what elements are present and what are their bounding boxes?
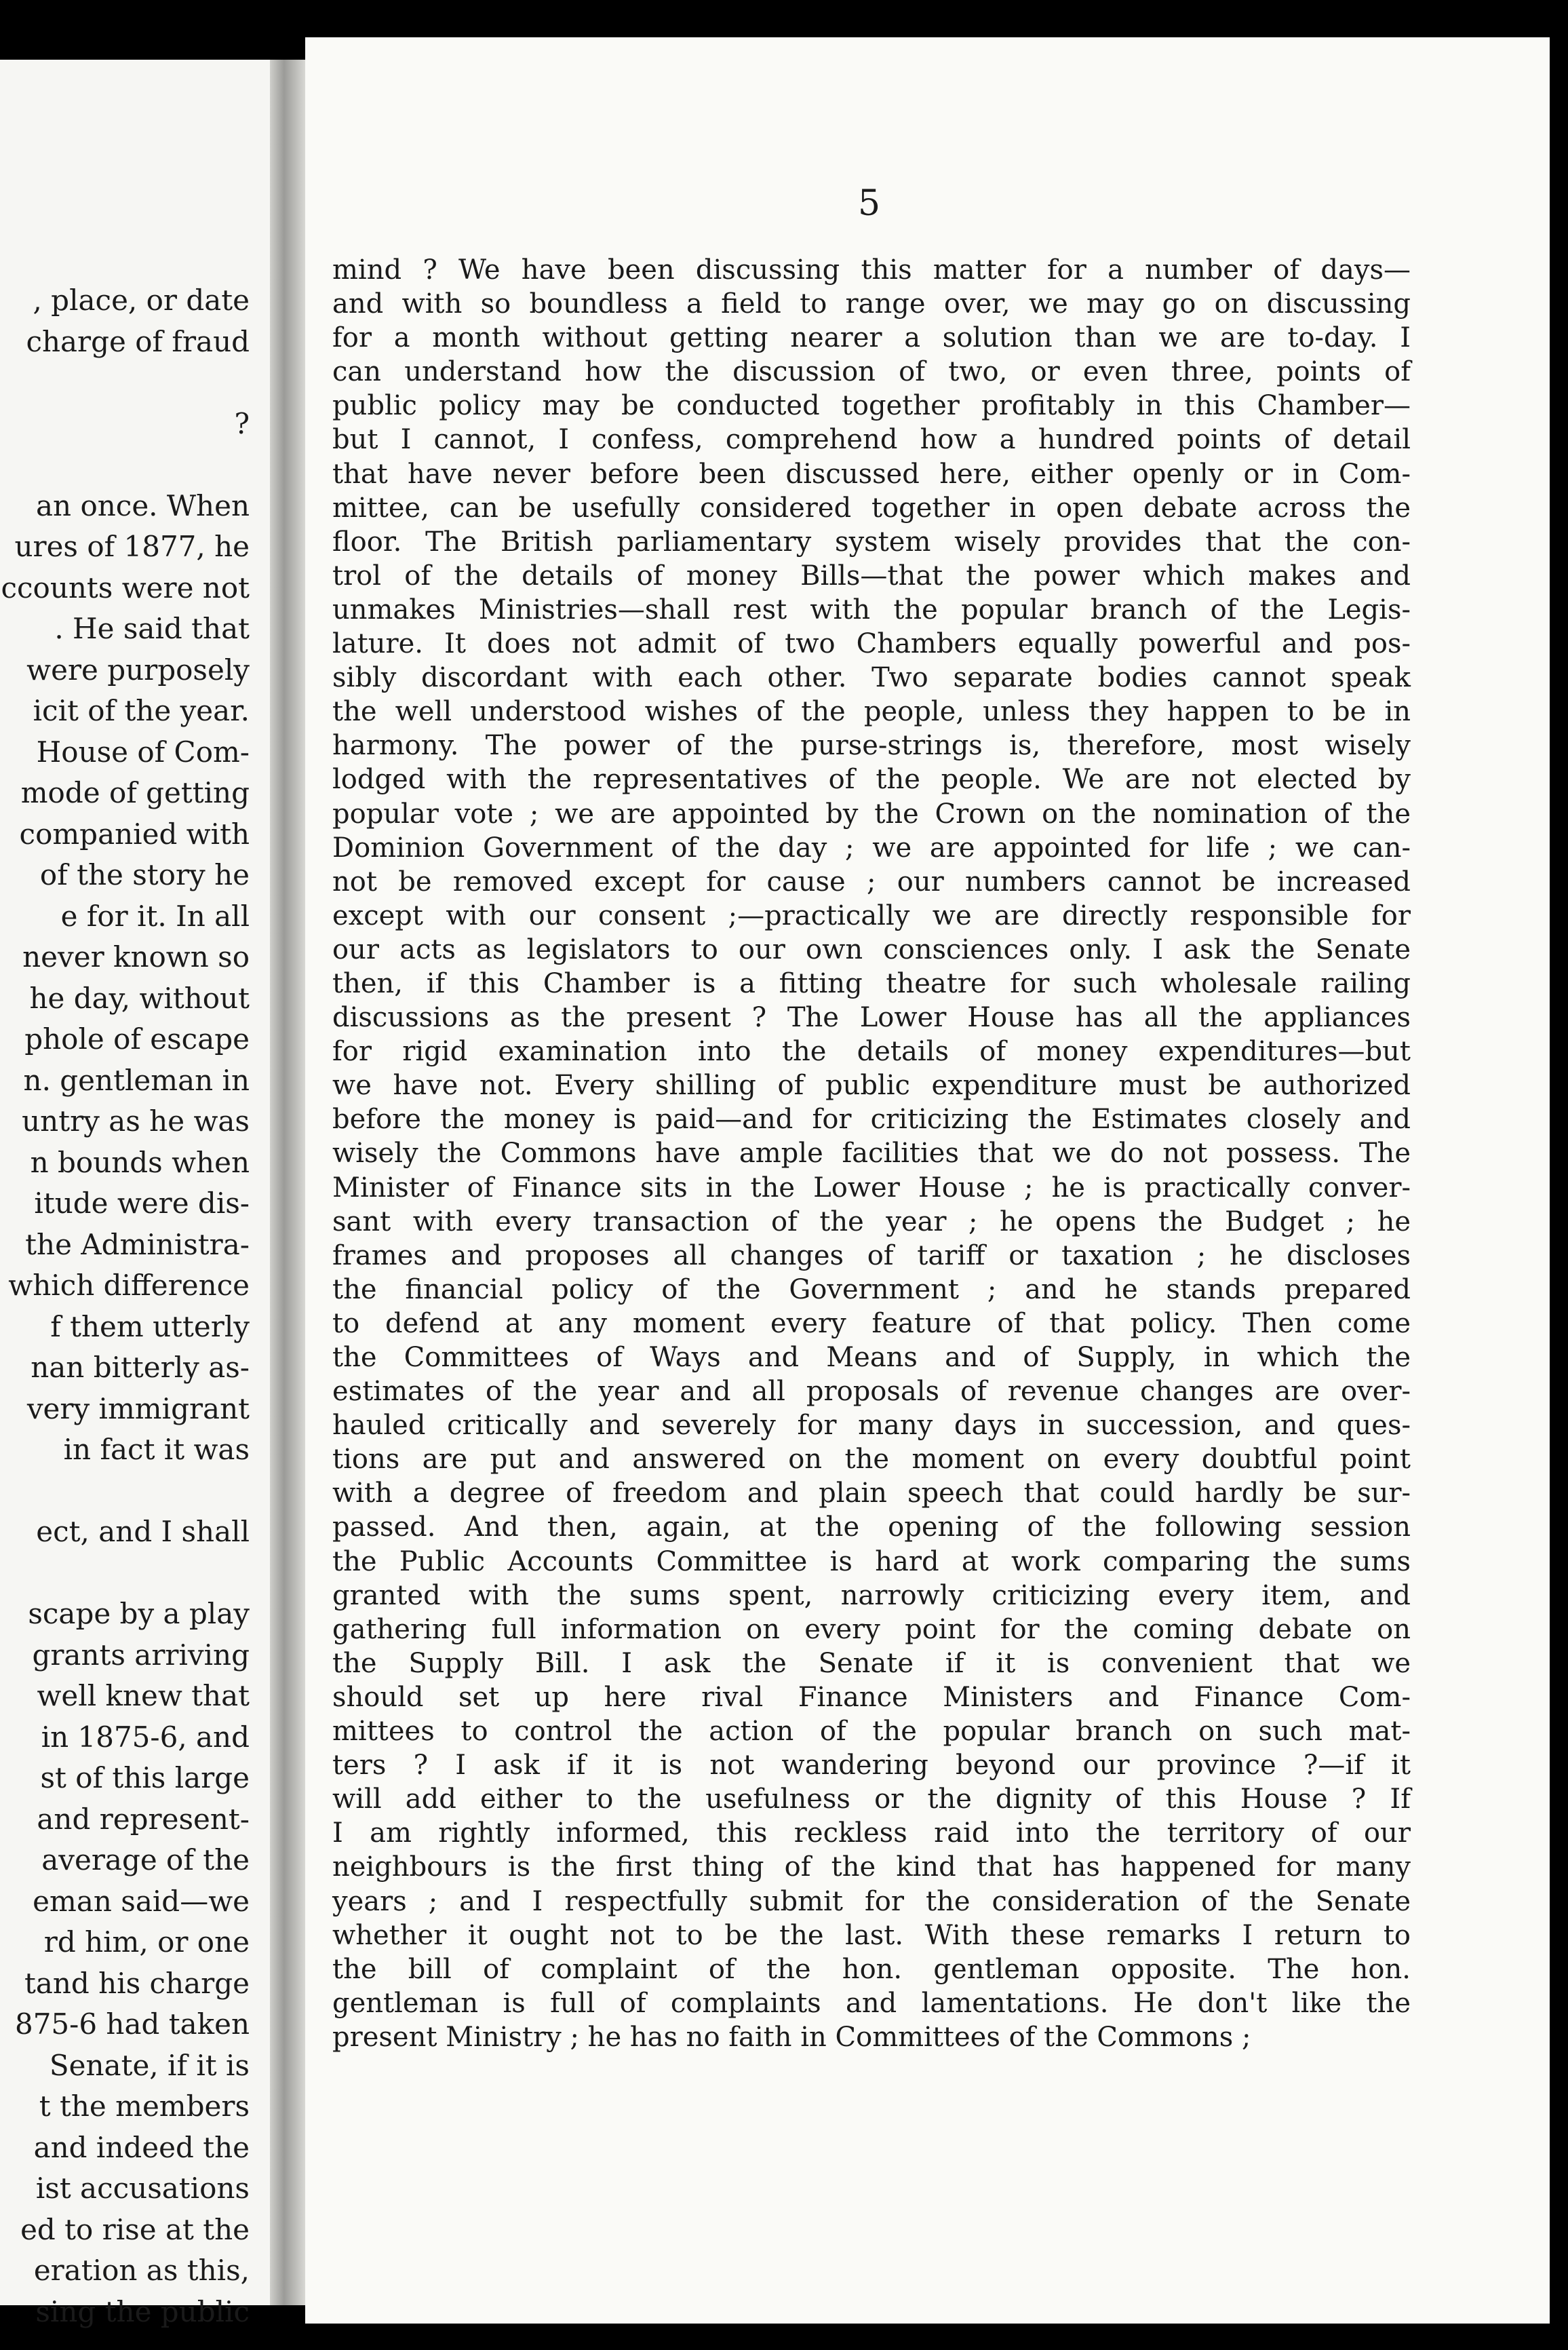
facing-page-line: grants arriving xyxy=(32,1638,250,1672)
text-line: mind ? We have been discussing this matter for a number of days— xyxy=(332,254,1411,286)
text-line: gathering full information on every point for the coming debate on xyxy=(332,1613,1411,1645)
text-line: sant with every transaction of the year ; he opens the Budget ; he xyxy=(332,1206,1411,1237)
facing-page-line: mode of getting xyxy=(20,776,250,809)
facing-page-line: Senate, if it is xyxy=(49,2048,250,2082)
facing-page-line: eration as this, xyxy=(33,2254,250,2287)
text-line: that have never before been discussed here, either openly or in Com- xyxy=(332,458,1411,490)
text-line: then, if this Chamber is a fitting theatre for such wholesale railing xyxy=(332,967,1411,999)
facing-page-line: itude were dis- xyxy=(34,1187,250,1220)
text-line: unmakes Ministries—shall rest with the popular branch of the Legis- xyxy=(332,594,1411,625)
facing-page-line: scape by a play xyxy=(28,1597,250,1630)
text-line: for rigid examination into the details of money expenditures—but xyxy=(332,1036,1411,1068)
page xyxy=(305,37,1550,2324)
text-line: mittees to control the action of the popular branch on such mat- xyxy=(332,1716,1411,1748)
text-line: the Committees of Ways and Means and of Supply, in which the xyxy=(332,1342,1411,1373)
facing-page-line: ures of 1877, he xyxy=(14,530,250,563)
facing-page-fragment xyxy=(0,60,270,2328)
text-line: but I cannot, I confess, comprehend how a hundred points of detail xyxy=(332,424,1411,456)
book-gutter xyxy=(270,60,305,2305)
facing-page-line: in fact it was xyxy=(63,1433,250,1466)
text-line: sibly discordant with each other. Two separate bodies cannot speak xyxy=(332,662,1411,694)
facing-page-line: in 1875-6, and xyxy=(41,1720,250,1754)
text-line: Minister of Finance sits in the Lower House ; he is practically conver- xyxy=(332,1172,1411,1203)
text-line: popular vote ; we are appointed by the Crown on the nomination of the xyxy=(332,798,1411,830)
facing-page-line: and represent- xyxy=(37,1802,250,1836)
text-line: to defend at any moment every feature of that policy. Then come xyxy=(332,1307,1411,1339)
text-line: I am rightly informed, this reckless raid into the territory of our xyxy=(332,1817,1411,1849)
text-line: before the money is paid—and for criticizing the Estimates closely and xyxy=(332,1104,1411,1136)
facing-page-line: phole of escape xyxy=(24,1022,250,1056)
facing-page-line: n bounds when xyxy=(30,1145,250,1179)
facing-page-line: st of this large xyxy=(40,1761,250,1794)
text-line: Dominion Government of the day ; we are appointed for life ; we can- xyxy=(332,832,1411,864)
text-line: the well understood wishes of the people, unless they happen to be in xyxy=(332,696,1411,728)
facing-page-line: which difference xyxy=(8,1269,250,1302)
text-line: will add either to the usefulness or the dignity of this House ? If xyxy=(332,1784,1411,1815)
facing-page-line: untry as he was xyxy=(22,1104,250,1138)
text-line: not be removed except for cause ; our numbers cannot be increased xyxy=(332,866,1411,898)
facing-page-line: of the story he xyxy=(39,858,250,891)
text-line: and with so boundless a field to range over, we may go on discussing xyxy=(332,288,1411,320)
facing-page-line: average of the xyxy=(41,1843,250,1876)
facing-page-line: companied with xyxy=(19,817,250,851)
text-line: should set up here rival Finance Ministers and Finance Com- xyxy=(332,1681,1411,1713)
text-line: estimates of the year and all proposals of revenue changes are over- xyxy=(332,1376,1411,1408)
text-line: hauled critically and severely for many days in succession, and ques- xyxy=(332,1410,1411,1442)
facing-page-line: e for it. In all xyxy=(60,899,250,933)
facing-page-line: . He said that xyxy=(54,612,250,645)
facing-page-line: an once. When xyxy=(36,488,250,522)
text-line: present Ministry ; he has no faith in Committees of the Commons ; xyxy=(332,2021,1251,2053)
text-line: whether it ought not to be the last. With these remarks I return to xyxy=(332,1919,1411,1951)
facing-page-line: nan bitterly as- xyxy=(31,1351,250,1384)
facing-page-line: ed to rise at the xyxy=(20,2212,250,2246)
facing-page-line: House of Com- xyxy=(36,735,250,769)
facing-page-line: ect, and I shall xyxy=(36,1515,250,1548)
text-line: lodged with the representatives of the people. We are not elected by xyxy=(332,764,1411,796)
facing-page-line: eman said—we xyxy=(33,1884,250,1918)
text-line: trol of the details of money Bills—that the power which makes and xyxy=(332,560,1411,592)
facing-page-line: he day, without xyxy=(29,981,250,1015)
text-line: can understand how the discussion of two, or even three, points of xyxy=(332,356,1411,388)
facing-page-line: 875-6 had taken xyxy=(14,2007,250,2041)
text-line: granted with the sums spent, narrowly criticizing every item, and xyxy=(332,1579,1411,1611)
text-line: floor. The British parliamentary system wisely provides that the con- xyxy=(332,526,1411,558)
facing-page-line: never known so xyxy=(22,940,250,974)
facing-page-line: , place, or date xyxy=(33,284,250,317)
facing-page-line: rd him, or one xyxy=(43,1925,250,1959)
text-line: we have not. Every shilling of public expenditure must be authorized xyxy=(332,1070,1411,1102)
text-line: passed. And then, again, at the opening of the following session xyxy=(332,1511,1411,1543)
text-line: years ; and I respectfully submit for the consideration of the Senate xyxy=(332,1885,1411,1917)
facing-page-line: the Administra- xyxy=(25,1227,250,1261)
text-line: gentleman is full of complaints and lamentations. He don't like the xyxy=(332,1987,1411,2019)
facing-page-line: n. gentleman in xyxy=(23,1063,250,1097)
body-text xyxy=(332,253,1411,2054)
facing-page-line: icit of the year. xyxy=(33,694,250,727)
text-line: harmony. The power of the purse-strings is, therefore, most wisely xyxy=(332,730,1411,762)
text-line: our acts as legislators to our own consciences only. I ask the Senate xyxy=(332,933,1411,965)
text-line: neighbours is the first thing of the kind that has happened for many xyxy=(332,1851,1411,1883)
text-line: lature. It does not admit of two Chambers equally powerful and pos- xyxy=(332,628,1411,660)
text-line: the Supply Bill. I ask the Senate if it is convenient that we xyxy=(332,1647,1411,1679)
facing-page-line: ? xyxy=(234,406,250,440)
facing-page-line: ist accusations xyxy=(35,2172,250,2205)
text-line: except with our consent ;—practically we are directly responsible for xyxy=(332,900,1411,931)
facing-page-line: sing the public xyxy=(35,2294,250,2328)
facing-page-line: very immigrant xyxy=(26,1391,250,1425)
text-line: tions are put and answered on the moment on every doubtful point xyxy=(332,1444,1411,1476)
facing-page-line: f them utterly xyxy=(50,1309,250,1343)
text-line: public policy may be conducted together profitably in this Chamber— xyxy=(332,390,1411,422)
text-line: discussions as the present ? The Lower House has all the appliances xyxy=(332,1002,1411,1034)
text-line: mittee, can be usefully considered together in open debate across the xyxy=(332,492,1411,524)
text-line: ters ? I ask if it is not wandering beyond our province ?—if it xyxy=(332,1750,1411,1781)
facing-page-line: charge of fraud xyxy=(26,324,250,358)
text-line: the financial policy of the Government ; and he stands prepared xyxy=(332,1273,1411,1305)
facing-page-line: t the members xyxy=(39,2089,250,2123)
text-line: the bill of complaint of the hon. gentleman opposite. The hon. xyxy=(332,1953,1411,1985)
text-line: for a month without getting nearer a solution than we are to-day. I xyxy=(332,322,1411,354)
text-line: the Public Accounts Committee is hard at work comparing the sums xyxy=(332,1545,1411,1577)
facing-page-line: were purposely xyxy=(26,653,250,687)
facing-page-line: ccounts were not xyxy=(1,571,250,604)
text-line: with a degree of freedom and plain speech that could hardly be sur- xyxy=(332,1478,1411,1509)
text-line: wisely the Commons have ample facilities that we do not possess. The xyxy=(332,1138,1411,1170)
facing-page-line: tand his charge xyxy=(24,1966,250,2000)
facing-page-line: and indeed the xyxy=(33,2130,250,2164)
facing-page-line: well knew that xyxy=(37,1679,250,1712)
page-number: 5 xyxy=(858,183,881,224)
text-line: frames and proposes all changes of tariff or taxation ; he discloses xyxy=(332,1239,1411,1271)
